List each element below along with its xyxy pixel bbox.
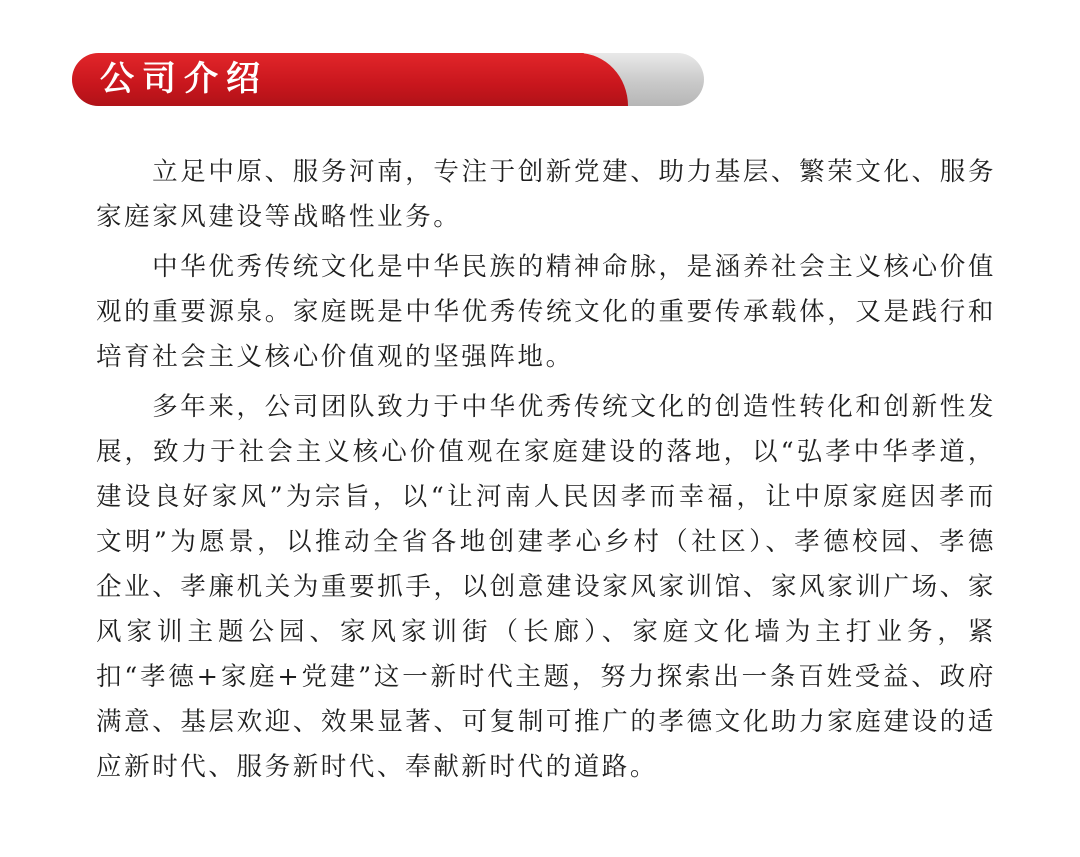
- company-intro-text: [96, 150, 996, 790]
- intro-paragraph-3: 多年来，公司团队致力于中华优秀传统文化的创造性转化和创新性发展，致力于社会主义核心价值观在家庭建设的落地，以“弘孝中华孝道，建设良好家风”为宗旨，以“让河南人民因孝而幸福，让中原家庭因孝而文明”为愿景，以推动全省各地创建孝心乡村（社区）、孝德校园、孝德企业、孝廉机关为重要抓手，以创意建设家风家训馆、家风家训广场、家风家训主题公园、家风家训街（长廊）、家庭文化墙为主打业务，紧扣“孝德+家庭+党建”这一新时代主题，努力探索出一条百姓受益、政府满意、基层欢迎、效果显著、可复制可推广的孝德文化助力家庭建设的适应新时代、服务新时代、奉献新时代的道路。: [96, 392, 996, 782]
- section-header-banner: [72, 53, 704, 106]
- intro-paragraph-1: 立足中原、服务河南，专注于创新党建、助力基层、繁荣文化、服务家庭家风建设等战略性业务。: [96, 157, 996, 232]
- intro-paragraph-2: 中华优秀传统文化是中华民族的精神命脉，是涵养社会主义核心价值观的重要源泉。家庭既是中华优秀传统文化的重要传承载体，又是践行和培育社会主义核心价值观的坚强阵地。: [96, 252, 996, 372]
- section-title: 公司介绍: [100, 59, 268, 99]
